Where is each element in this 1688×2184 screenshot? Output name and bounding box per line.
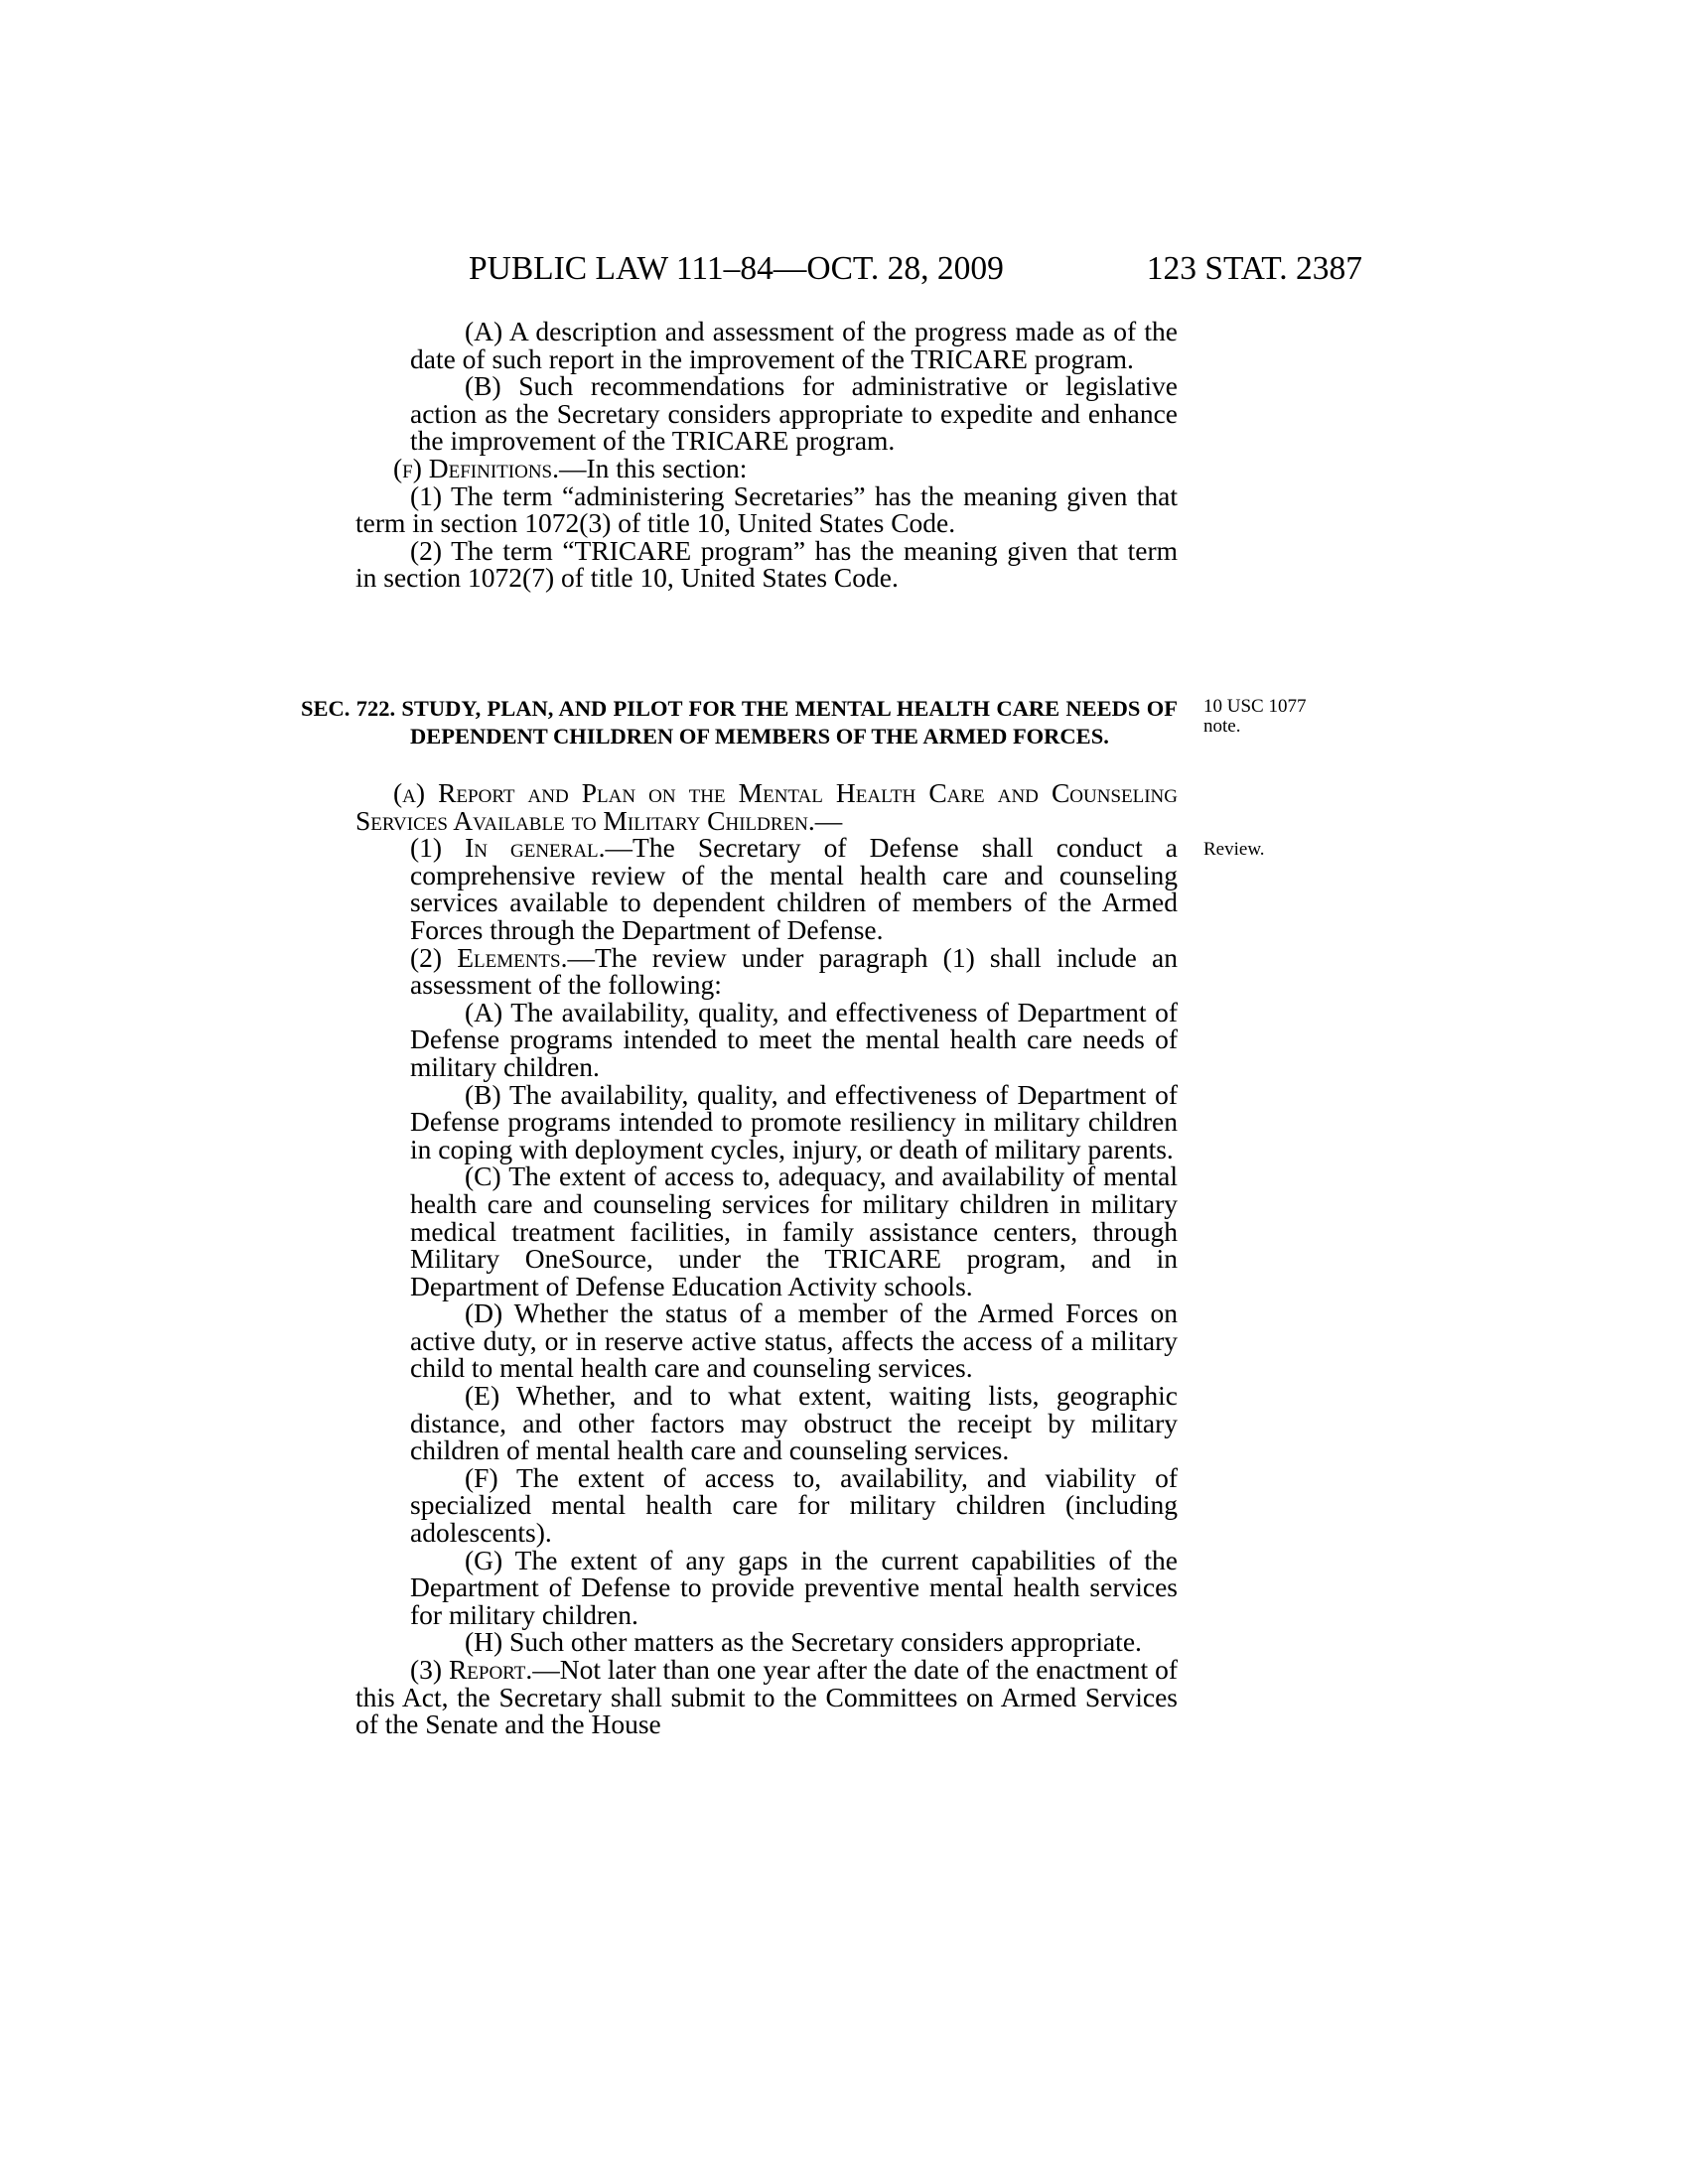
section-722-title: SEC. 722. STUDY, PLAN, AND PILOT FOR THE MENTAL HEALTH CARE NEEDS OF DEPENDENT CHILDREN OF MEMBERS OF THE ARMED FORCES. [301, 696, 1178, 749]
paragraph-3 [355, 1656, 1178, 1738]
usc-margin-note: 10 USC 1077 note. [1203, 696, 1307, 737]
subsection-a-label: (a) Report and Plan on the Mental Health Care and Counseling Services Available to Military Children.— [355, 777, 1178, 836]
page-header [469, 250, 1362, 290]
element-item: (E) Whether, and to what extent, waiting lists, geographic distance, and other factors may obstruct the receipt by military children of mental health care and counseling services. [410, 1380, 1178, 1466]
element-item: (F) The extent of access to, availability, and viability of specialized mental health care for military children (including adolescents). [410, 1461, 1178, 1549]
section-body [355, 779, 1178, 1738]
statute-page-number: 123 STAT. 2387 [1146, 250, 1362, 287]
subsection-a-heading [355, 779, 1178, 834]
top-text-block [355, 318, 1178, 592]
element-item: (A) The availability, quality, and effectiveness of Department of Defense programs intended to meet the mental health care needs of military children. [410, 996, 1178, 1082]
para-top-a: (A) A description and assessment of the progress made as of the date of such report in the improvement of the TRICARE program. [410, 316, 1178, 374]
element-item: (D) Whether the status of a member of the Armed Forces on active duty, or in reserve active status, affects the access of a military child to mental health care and counseling services. [410, 1297, 1178, 1384]
element-item: (H) Such other matters as the Secretary considers appropriate. [465, 1626, 1142, 1658]
definitions-label: (f) Definitions.— [393, 452, 587, 483]
paragraph-1-text: The Secretary of Defense shall conduct a comprehensive review of the mental health care and counseling services available to dependent children of members of the Armed Forces through the Department of Defense. [410, 832, 1178, 945]
section-heading [301, 695, 1178, 750]
definition-2: (2) The term “TRICARE program” has the meaning given that term in section 1072(7) of title 10, United States Code. [355, 534, 1178, 594]
paragraph-2-text: The review under paragraph (1) shall include an assessment of the following: [410, 941, 1178, 1001]
paragraph-3-label: (3) Report.— [410, 1654, 560, 1685]
definitions-paragraph [355, 452, 1178, 483]
definitions-intro: In this section: [586, 452, 748, 483]
paragraph-3-text: Not later than one year after the date of the enactment of this Act, the Secretary shall submit to the Committees on Armed Services of the Senate and the House [355, 1654, 1178, 1740]
paragraph-1-label: (1) In general.— [410, 832, 633, 864]
review-margin-note: Review. [1203, 839, 1265, 860]
definition-1: (1) The term “administering Secretaries” has the meaning given that term in section 1072(3) of title 10, United States Code. [355, 479, 1178, 539]
para-top-b: (B) Such recommendations for administrative or legislative action as the Secretary considers appropriate to expedite and enhance the improvement of the TRICARE program. [410, 370, 1178, 457]
paragraph-1 [355, 834, 1178, 943]
paragraph-2 [355, 941, 1178, 1001]
element-item: (C) The extent of access to, adequacy, and availability of mental health care and counseling services for military children in military medical treatment facilities, in family assistance centers, through Military OneSource, under the TRICARE program, and in Department of Defense Education Activity schools. [410, 1160, 1178, 1301]
public-law-citation: PUBLIC LAW 111–84—OCT. 28, 2009 [469, 250, 1004, 287]
element-item: (G) The extent of any gaps in the current capabilities of the Department of Defense to provide preventive mental health services for military children. [410, 1544, 1178, 1630]
paragraph-2-label: (2) Elements.— [410, 941, 595, 973]
element-item: (B) The availability, quality, and effectiveness of Department of Defense programs intended to promote resiliency in military children in coping with deployment cycles, injury, or death of military parents. [410, 1078, 1178, 1164]
